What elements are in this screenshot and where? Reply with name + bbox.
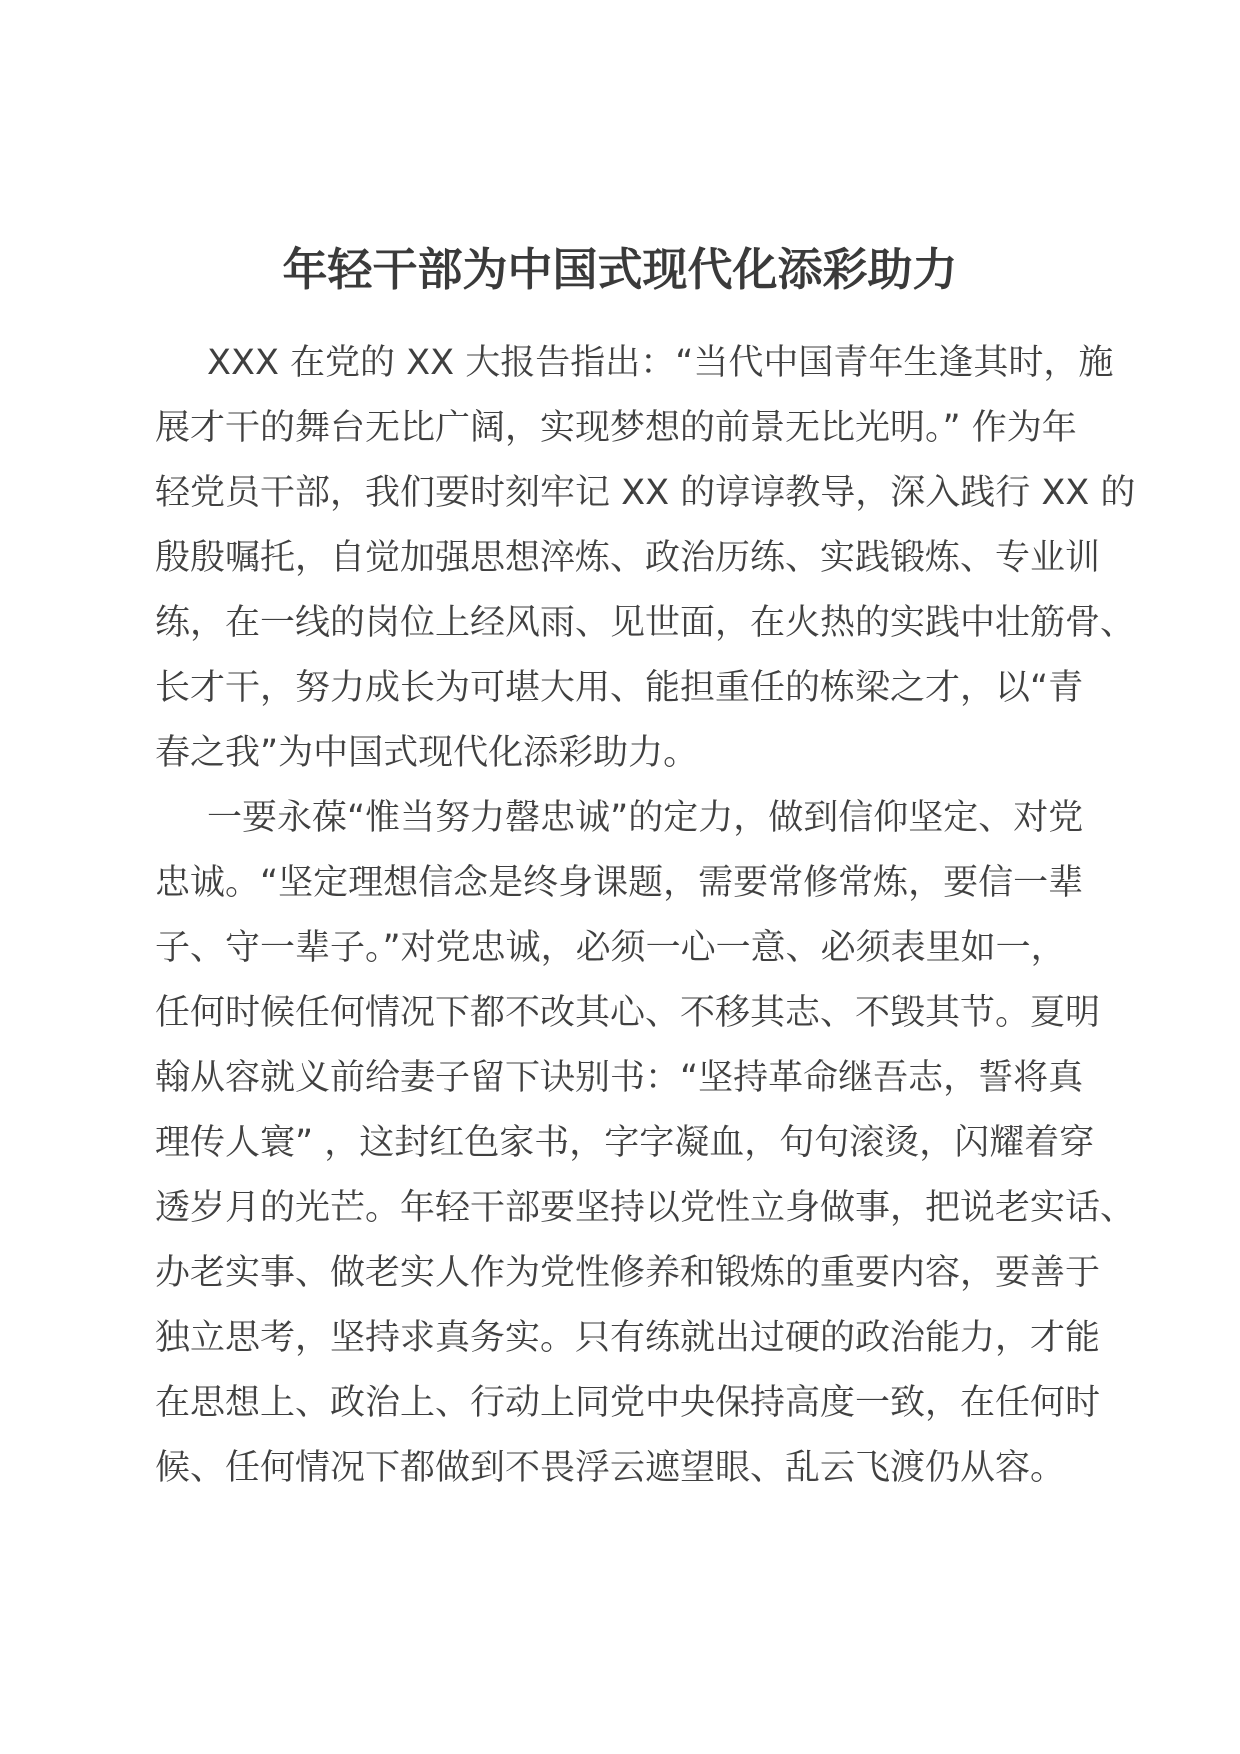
paragraph-line: 练，在一线的岗位上经风雨、见世面，在火热的实践中壮筋骨、 bbox=[155, 603, 1136, 643]
paragraph-2 bbox=[155, 795, 1136, 1510]
document-title: 年轻干部为中国式现代化添彩助力 bbox=[282, 243, 958, 296]
paragraph-line: 翰从容就义前给妻子留下诀别书：“坚持革命继吾志，誓将真 bbox=[155, 1058, 1084, 1098]
paragraph-line: 理传人寰” ，这封红色家书，字字凝血，句句滚烫，闪耀着穿 bbox=[155, 1123, 1095, 1163]
paragraph-1 bbox=[155, 340, 1136, 795]
paragraph-line: 一要永葆“惟当努力罄忠诚”的定力，做到信仰坚定、对党 bbox=[207, 798, 1084, 838]
paragraph-line: 任何时候任何情况下都不改其心、不移其志、不毁其节。夏明 bbox=[155, 993, 1101, 1033]
paragraph-line: 殷殷嘱托，自觉加强思想淬炼、政治历练、实践锻炼、专业训 bbox=[155, 538, 1101, 578]
paragraph-line: 展才干的舞台无比广阔，实现梦想的前景无比光明。” 作为年 bbox=[155, 408, 1077, 448]
paragraph-line: 办老实事、做老实人作为党性修养和锻炼的重要内容，要善于 bbox=[155, 1253, 1101, 1293]
paragraph-line: 忠诚。“坚定理想信念是终身课题，需要常修常炼，要信一辈 bbox=[155, 863, 1084, 903]
document-body bbox=[155, 340, 1136, 1510]
paragraph-line: 轻党员干部，我们要时刻牢记 XX 的谆谆教导，深入践行 XX 的 bbox=[155, 473, 1136, 513]
paragraph-line: 独立思考，坚持求真务实。只有练就出过硬的政治能力，才能 bbox=[155, 1318, 1101, 1358]
paragraph-line: 子、守一辈子。”对党忠诚，必须一心一意、必须表里如一， bbox=[155, 928, 1066, 968]
paragraph-line: XXX 在党的 XX 大报告指出：“当代中国青年生逢其时，施 bbox=[207, 343, 1114, 383]
paragraph-line: 长才干，努力成长为可堪大用、能担重任的栋梁之才，以“青 bbox=[155, 668, 1084, 708]
paragraph-line: 透岁月的光芒。年轻干部要坚持以党性立身做事，把说老实话、 bbox=[155, 1188, 1136, 1228]
paragraph-line: 春之我”为中国式现代化添彩助力。 bbox=[155, 733, 699, 773]
paragraph-line: 在思想上、政治上、行动上同党中央保持高度一致，在任何时 bbox=[155, 1383, 1101, 1423]
paragraph-line: 候、任何情况下都做到不畏浮云遮望眼、乱云飞渡仍从容。 bbox=[155, 1448, 1066, 1488]
